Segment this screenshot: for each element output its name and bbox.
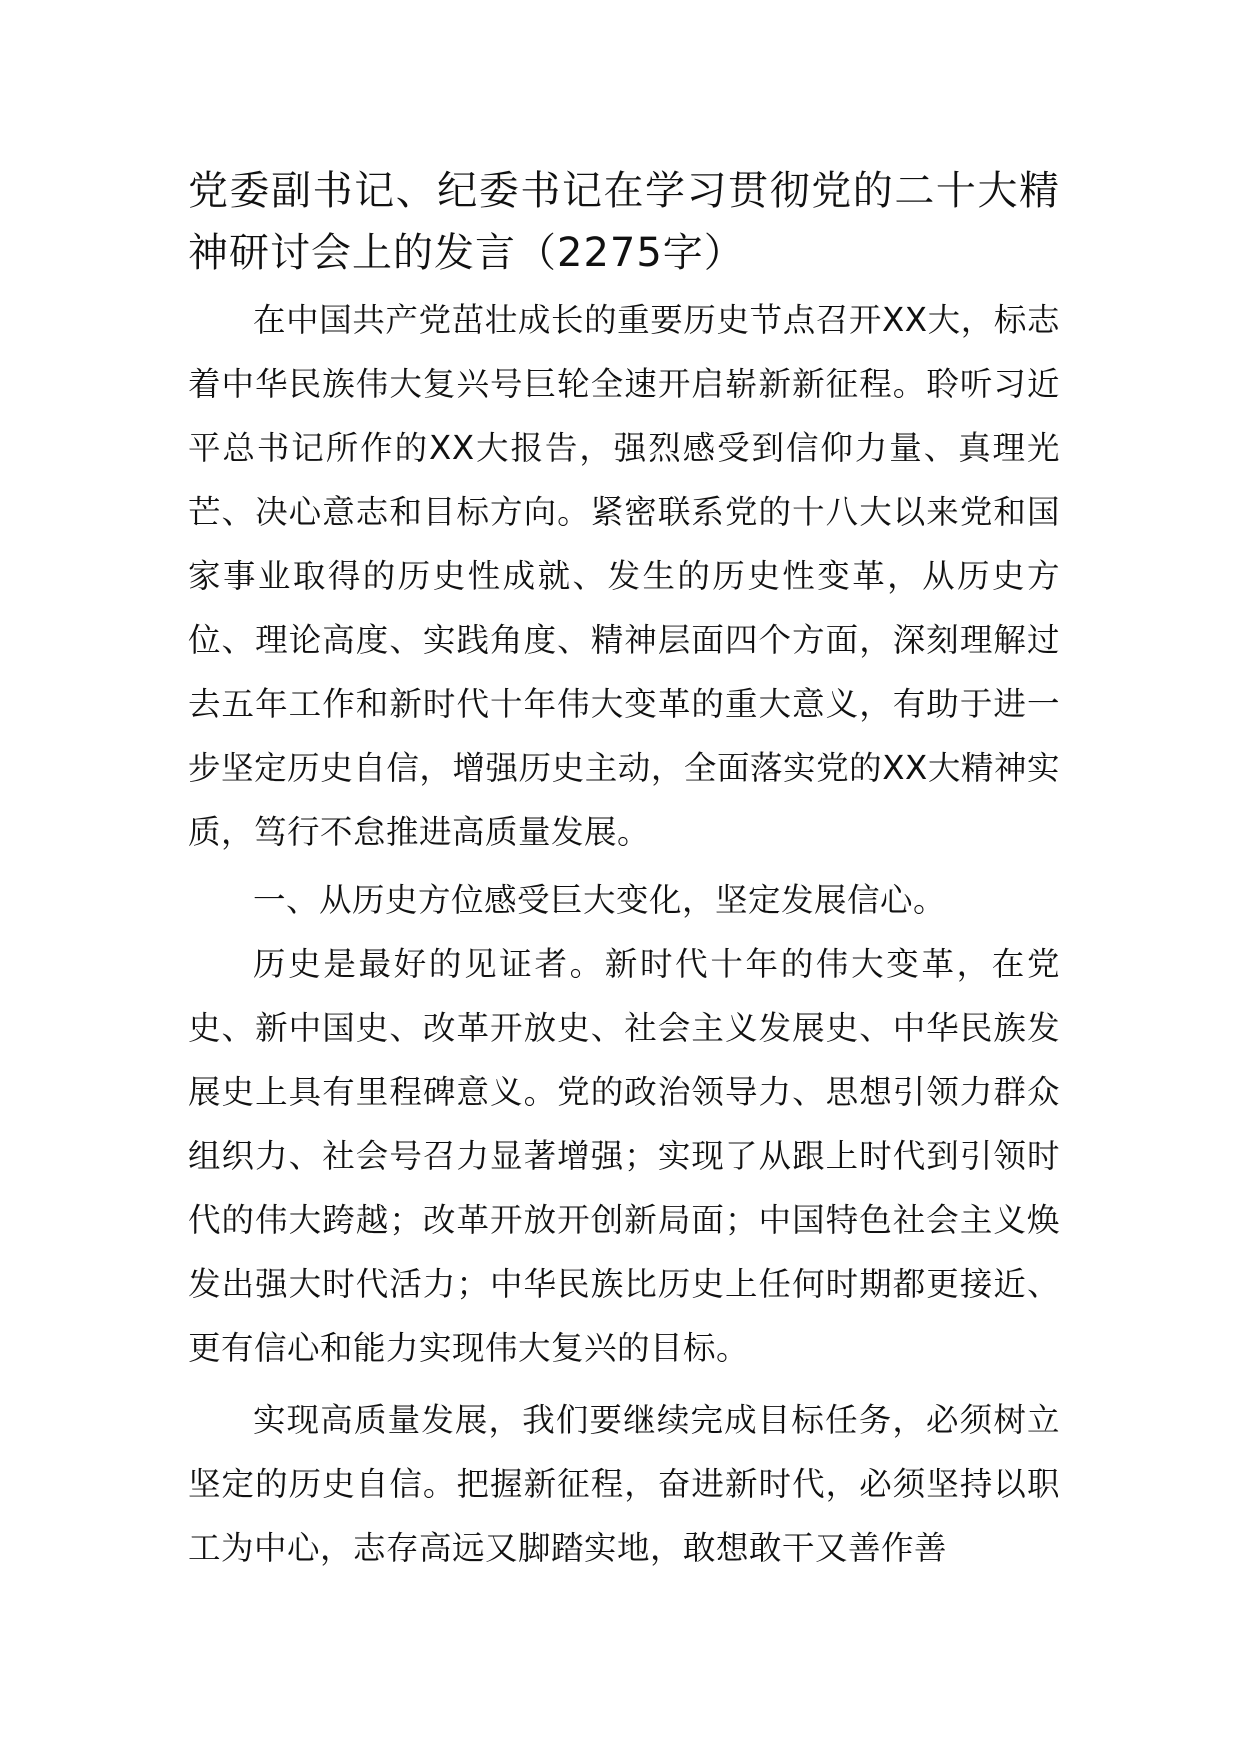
- section-1-paragraph-1: 历史是最好的见证者。新时代十年的伟大变革，在党史、新中国史、改革开放史、社会主义发展史、中华民族发展史上具有里程碑意义。党的政治领导力、思想引领力群众组织力、社会号召力显著增强；实现了从跟上时代到引领时代的伟大跨越；改革开放开创新局面；中国特色社会主义焕发出强大时代活力；中华民族比历史上任何时期都更接近、更有信心和能力实现伟大复兴的目标。: [188, 945, 1060, 1367]
- document-title: 党委副书记、纪委书记在学习贯彻党的二十大精神研讨会上的发言（2275字）: [188, 168, 1060, 276]
- section-heading-1: 一、从历史方位感受巨大变化，坚定发展信心。: [253, 881, 947, 919]
- section-1-paragraph-2: 实现高质量发展，我们要继续完成目标任务，必须树立坚定的历史自信。把握新征程，奋进新时代，必须坚持以职工为中心，志存高远又脚踏实地，敢想敢干又善作善: [188, 1401, 1060, 1567]
- intro-paragraph: 在中国共产党茁壮成长的重要历史节点召开XX大，标志着中华民族伟大复兴号巨轮全速开启崭新新征程。聆听习近平总书记所作的XX大报告，强烈感受到信仰力量、真理光芒、决心意志和目标方向。紧密联系党的十八大以来党和国家事业取得的历史性成就、发生的历史性变革，从历史方位、理论高度、实践角度、精神层面四个方面，深刻理解过去五年工作和新时代十年伟大变革的重大意义，有助于进一步坚定历史自信，增强历史主动，全面落实党的XX大精神实质，笃行不怠推进高质量发展。: [188, 301, 1060, 851]
- document-body: [188, 160, 1060, 1580]
